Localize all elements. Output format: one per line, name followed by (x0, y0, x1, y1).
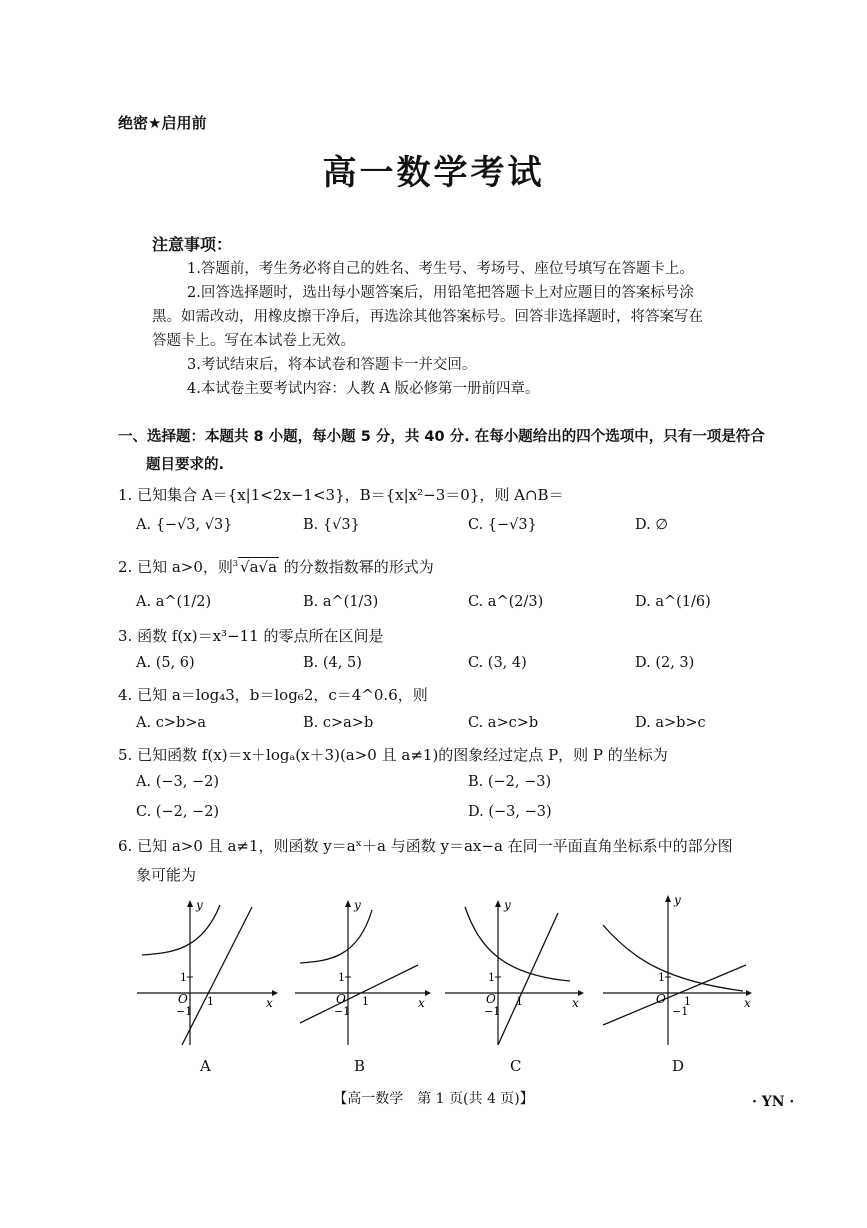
graph-b-label: B (354, 1057, 366, 1075)
note-item: 黑。如需改动，用橡皮擦干净后，再选涂其他答案标号。回答非选择题时，将答案写在 (152, 309, 703, 325)
section-heading: 一、选择题：本题共 8 小题，每小题 5 分，共 40 分. 在每小题给出的四个选项中，只有一项是符合 (118, 429, 765, 445)
question-6-stem: 6. 已知 a>0 且 a≠1，则函数 y＝aˣ＋a 与函数 y＝ax−a 在同一平面直角坐标系中的部分图 (118, 837, 733, 855)
exam-title: 高一数学考试 (322, 153, 545, 193)
notes-heading: 注意事项： (152, 235, 233, 254)
q2-stem-pre: 2. 已知 a>0，则 (118, 558, 233, 576)
note-item: 答题卡上。写在本试卷上无效。 (152, 333, 355, 349)
q2-radical: a√a (249, 558, 278, 576)
q5-option-b: B. (−2, −3) (468, 774, 552, 790)
question-3-stem: 3. 函数 f(x)＝x³−11 的零点所在区间是 (118, 627, 384, 645)
tick-neg-one: −1 (334, 1005, 351, 1018)
page-footer: 【高一数学 第 1 页(共 4 页)】 (333, 1091, 534, 1107)
q2-option-b: B. a^(1/3) (303, 594, 379, 610)
tick-one-x: 1 (362, 995, 369, 1008)
graph-d (598, 895, 758, 1045)
y-axis-label: y (504, 898, 511, 912)
tick-one-y: 1 (338, 971, 345, 984)
q2-stem-post: 的分数指数幂的形式为 (283, 558, 434, 576)
graph-a (132, 895, 282, 1045)
q2-option-d: D. a^(1/6) (635, 594, 711, 610)
origin-label: O (336, 992, 346, 1006)
exam-code: · YN · (752, 1094, 795, 1110)
q5-option-d: D. (−3, −3) (468, 804, 552, 820)
q5-option-c: C. (−2, −2) (136, 804, 220, 820)
tick-one-y: 1 (488, 971, 495, 984)
y-axis-label: y (354, 898, 361, 912)
q3-option-a: A. (5, 6) (136, 655, 195, 671)
tick-one-y: 1 (658, 971, 665, 984)
tick-one-y: 1 (180, 971, 187, 984)
q2-option-c: C. a^(2/3) (468, 594, 544, 610)
q1-option-b: B. {√3} (303, 517, 360, 533)
x-axis-label: x (266, 996, 273, 1010)
tick-one-x: 1 (516, 995, 523, 1008)
tick-neg-one: −1 (672, 1005, 689, 1018)
question-1-stem: 1. 已知集合 A＝{x|1<2x−1<3}，B＝{x|x²−3＝0}，则 A∩B＝ (118, 486, 564, 504)
y-axis-label: y (674, 895, 681, 907)
origin-label: O (486, 992, 496, 1006)
q1-option-c: C. {−√3} (468, 517, 537, 533)
q4-option-c: C. a>c>b (468, 715, 539, 731)
note-item: 2.回答选择题时，选出每小题答案后，用铅笔把答题卡上对应题目的答案标号涂 (187, 285, 694, 301)
x-axis-label: x (744, 996, 751, 1010)
tick-neg-one: −1 (484, 1005, 501, 1018)
note-item: 1.答题前，考生务必将自己的姓名、考生号、考场号、座位号填写在答题卡上。 (187, 261, 694, 277)
q1-option-d: D. ∅ (635, 517, 668, 533)
q3-option-d: D. (2, 3) (635, 655, 695, 671)
q4-option-a: A. c>b>a (136, 715, 207, 731)
q3-option-c: C. (3, 4) (468, 655, 527, 671)
note-item: 4.本试卷主要考试内容：人教 A 版必修第一册前四章。 (187, 381, 540, 397)
question-6-stem-cont: 象可能为 (136, 866, 197, 884)
question-4-stem: 4. 已知 a＝log₄3，b＝log₆2，c＝4^0.6，则 (118, 686, 428, 704)
graph-c-label: C (510, 1057, 522, 1075)
y-axis-label: y (196, 898, 203, 912)
q4-option-d: D. a>b>c (635, 715, 706, 731)
tick-neg-one: −1 (176, 1005, 193, 1018)
x-axis-label: x (572, 996, 579, 1010)
graph-c (440, 895, 590, 1045)
tick-one-x: 1 (207, 995, 214, 1008)
origin-label: O (178, 992, 188, 1006)
tick-one-x: 1 (684, 995, 691, 1008)
q4-option-b: B. c>a>b (303, 715, 374, 731)
q1-option-a: A. {−√3, √3} (136, 517, 233, 533)
q5-option-a: A. (−3, −2) (136, 774, 219, 790)
q3-option-b: B. (4, 5) (303, 655, 362, 671)
question-2-stem: 2. 已知 a>0，则$^3$ √a√a 的分数指数幂的形式为 (118, 558, 434, 576)
graph-b (290, 895, 440, 1045)
secret-label: 绝密★启用前 (118, 114, 207, 132)
note-item: 3.考试结束后，将本试卷和答题卡一并交回。 (187, 357, 477, 373)
graph-d-label: D (672, 1057, 685, 1075)
graph-a-label: A (200, 1057, 211, 1075)
section-heading-cont: 题目要求的. (146, 457, 225, 473)
question-5-stem: 5. 已知函数 f(x)＝x＋logₐ(x＋3)(a>0 且 a≠1)的图象经过定点 P，则 P 的坐标为 (118, 746, 668, 764)
x-axis-label: x (418, 996, 425, 1010)
q2-option-a: A. a^(1/2) (136, 594, 212, 610)
origin-label: O (656, 992, 666, 1006)
